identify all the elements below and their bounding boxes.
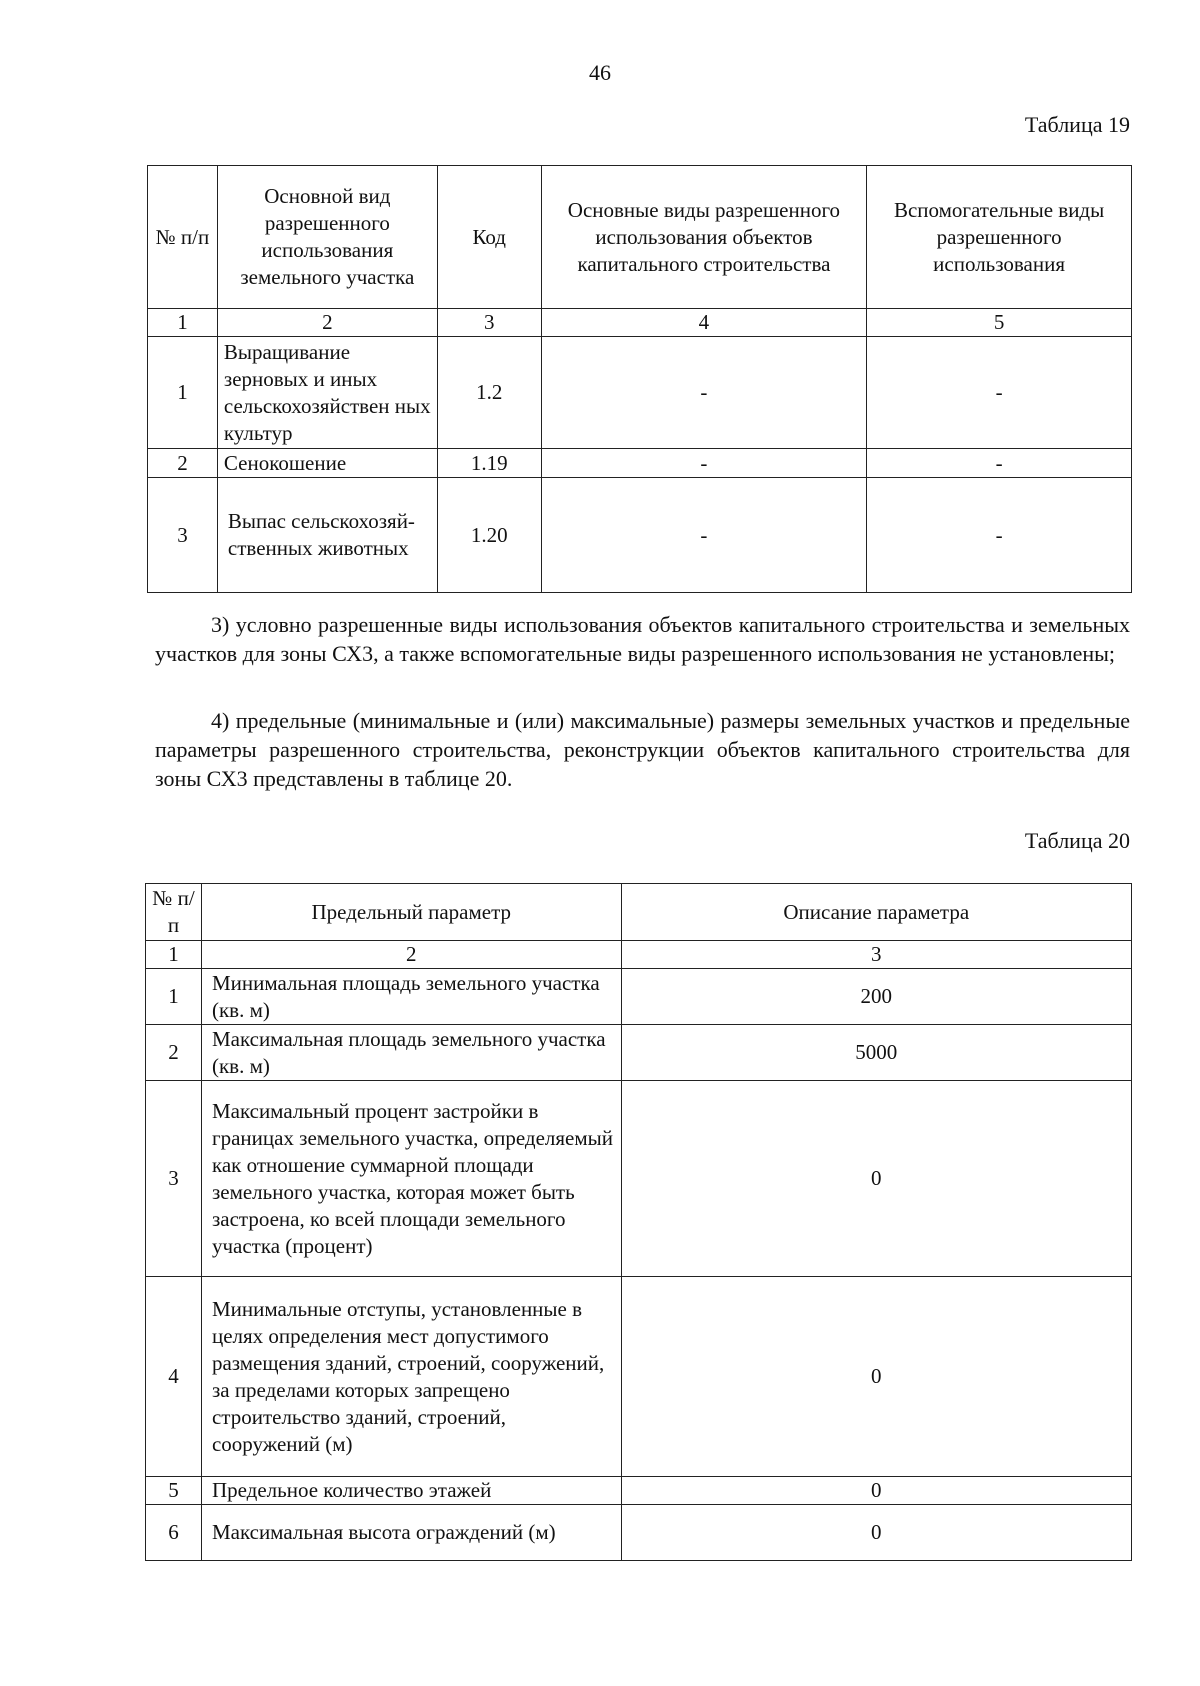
row-value: 5000	[621, 1025, 1131, 1081]
row-parameter: Предельное количество этажей	[201, 1477, 621, 1505]
row-num: 6	[146, 1505, 202, 1561]
row-code: 1.2	[437, 337, 541, 449]
row-land-use: Сенокошение	[217, 449, 437, 478]
table-20	[145, 883, 1132, 1561]
row-parameter: Максимальный процент застройки в границах земельного участка, определяемый как отношение суммарной площади земельного участка, которая может быть застроена, ко всей площади земельного участка (процент)	[201, 1081, 621, 1277]
header-main-land-use: Основной вид разрешенного использования земельного участка	[217, 166, 437, 309]
row-aux-use: -	[867, 478, 1132, 593]
table-row	[148, 478, 1132, 593]
table-row	[146, 1277, 1132, 1477]
header-description: Описание параметра	[621, 884, 1131, 941]
header-num: № п/п	[148, 166, 218, 309]
row-value: 0	[621, 1081, 1131, 1277]
row-parameter: Минимальная площадь земельного участка (кв. м)	[201, 969, 621, 1025]
row-code: 1.19	[437, 449, 541, 478]
row-parameter: Минимальные отступы, установленные в целях определения мест допустимого размещения зданий, строений, сооружений, за пределами которых запрещено строительство зданий, строений, сооружений (м)	[201, 1277, 621, 1477]
row-land-use: Выпас сельскохозяй-ственных животных	[217, 478, 437, 593]
header-parameter: Предельный параметр	[201, 884, 621, 941]
table-row	[146, 1025, 1132, 1081]
row-parameter: Максимальная высота ограждений (м)	[201, 1505, 621, 1561]
page-number: 46	[589, 60, 611, 85]
row-num: 3	[148, 478, 218, 593]
row-land-use: Выращивание зерновых и иных сельскохозяйствен ных культур	[217, 337, 437, 449]
row-num: 4	[146, 1277, 202, 1477]
row-main-use: -	[541, 449, 867, 478]
table-row	[146, 1505, 1132, 1561]
table-row	[146, 969, 1132, 1025]
row-aux-use: -	[867, 449, 1132, 478]
paragraph-3: 3) условно разрешенные виды использования объектов капитального строительства и земельных участков для зоны СХ3, а также вспомогательные виды разрешенного использования не установлены;	[155, 612, 1130, 666]
header-auxiliary-use: Вспомогательные виды разрешенного использования	[867, 166, 1132, 309]
row-num: 2	[146, 1025, 202, 1081]
table-row	[148, 337, 1132, 449]
paragraph-4: 4) предельные (минимальные и (или) максимальные) размеры земельных участков и предельные параметры разрешенного строительства, реконструкции объектов капитального строительства для зоны СХ3 представлены в таблице 20.	[155, 708, 1130, 791]
table-19	[147, 165, 1132, 593]
table-19-caption: Таблица 19	[1024, 112, 1130, 137]
row-value: 200	[621, 969, 1131, 1025]
row-parameter: Максимальная площадь земельного участка (кв. м)	[201, 1025, 621, 1081]
table-19-header-row	[148, 166, 1132, 309]
col-number: 2	[201, 941, 621, 969]
header-main-capital-use: Основные виды разрешенного использования объектов капитального строительства	[541, 166, 867, 309]
col-number: 1	[148, 309, 218, 337]
row-value: 0	[621, 1477, 1131, 1505]
col-number: 1	[146, 941, 202, 969]
row-num: 3	[146, 1081, 202, 1277]
row-main-use: -	[541, 337, 867, 449]
row-code: 1.20	[437, 478, 541, 593]
table-row	[148, 449, 1132, 478]
row-value: 0	[621, 1505, 1131, 1561]
table-19-column-numbers	[148, 309, 1132, 337]
col-number: 2	[217, 309, 437, 337]
col-number: 3	[621, 941, 1131, 969]
table-row	[146, 1477, 1132, 1505]
table-20-header-row	[146, 884, 1132, 941]
table-20-column-numbers	[146, 941, 1132, 969]
row-num: 5	[146, 1477, 202, 1505]
row-aux-use: -	[867, 337, 1132, 449]
row-value: 0	[621, 1277, 1131, 1477]
row-main-use: -	[541, 478, 867, 593]
col-number: 4	[541, 309, 867, 337]
row-num: 1	[148, 337, 218, 449]
header-code: Код	[437, 166, 541, 309]
col-number: 5	[867, 309, 1132, 337]
col-number: 3	[437, 309, 541, 337]
row-num: 2	[148, 449, 218, 478]
header-num: № п/п	[146, 884, 202, 941]
table-20-caption: Таблица 20	[1024, 828, 1130, 853]
row-num: 1	[146, 969, 202, 1025]
table-row	[146, 1081, 1132, 1277]
